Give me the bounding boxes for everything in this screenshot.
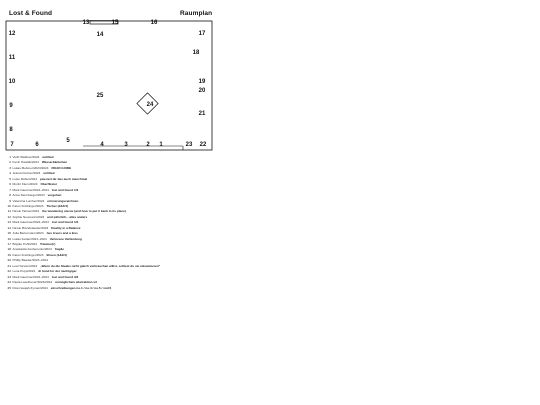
artwork-artist: Moritz Klenn/2024 <box>12 182 38 187</box>
artwork-artist: Nicole Tabner/2024 <box>12 209 40 214</box>
artwork-number: 17 <box>7 242 11 246</box>
artwork-number: 3 <box>9 165 11 170</box>
artwork-title: Träumer(r) <box>39 242 56 246</box>
artwork-artist: Sophie Neumann/2023 <box>12 214 45 219</box>
location-12: 12 <box>8 31 16 37</box>
location-13: 13 <box>82 20 90 26</box>
artwork-artist: Karen Knöbinger/2023 <box>12 252 44 257</box>
artwork-artist: Valentina Lurcher/2024 <box>12 198 45 203</box>
artwork-title: the wandering uterus (and how to put it back in its place) <box>42 209 126 214</box>
artwork-number: 8 <box>9 193 11 198</box>
artwork-artist: Mark Gaertner/2022–2024 <box>12 220 49 225</box>
artwork-number: 5 <box>9 176 11 181</box>
artwork-number: 22 <box>7 269 11 274</box>
artwork-artist: Paula Laxelhuner/2023/2024 <box>12 280 53 285</box>
location-3: 3 <box>124 142 128 148</box>
artwork-number: 2 <box>9 160 11 165</box>
artwork-title: untitled <box>43 171 55 176</box>
artwork-artist: Mark Gaertner/2022–2024 <box>12 187 49 192</box>
artwork-title: einschreibungen no.1 / no.4 / no.5 / vnd.5 <box>50 285 112 290</box>
artwork-title: Ehsen (1&2/4) <box>46 252 67 257</box>
location-5: 5 <box>66 138 70 144</box>
location-20: 20 <box>198 88 206 94</box>
location-8: 8 <box>9 127 13 133</box>
artwork-artist: Brigitte Pohl/2024 <box>12 242 37 246</box>
location-23: 23 <box>185 142 193 148</box>
artwork-artist: Julia Bertermann/2024 <box>12 231 44 236</box>
artwork-title: Wasserbänkchen <box>41 160 68 165</box>
artwork-artist: Mark Gaertner/2022–2024 <box>12 274 49 279</box>
artwork-list-item <box>7 286 327 291</box>
artwork-title: untitled <box>42 155 54 159</box>
location-10: 10 <box>8 79 16 85</box>
artwork-title: Oberflüster <box>40 182 58 187</box>
artwork-number: 23 <box>7 274 11 279</box>
artwork-title: two lovers and a kiss <box>46 231 78 236</box>
location-16: 16 <box>150 20 158 26</box>
location-9: 9 <box>9 103 13 109</box>
artwork-artist: Lukas Felder/2021–2024 <box>12 236 47 241</box>
artwork-title: und plötzlich…alles anders <box>47 214 88 219</box>
artwork-number: 12 <box>7 214 11 219</box>
artwork-number: 13 <box>7 220 11 225</box>
location-2: 2 <box>146 142 150 148</box>
artwork-title: passiert dir das auch manchmal <box>39 176 88 181</box>
artwork-artist: Kiran kaujah Zyman/2024 <box>12 285 48 290</box>
artwork-title: erinnerungszeichnen <box>47 198 79 203</box>
artwork-number: 9 <box>9 198 11 203</box>
location-15: 15 <box>111 20 119 26</box>
artwork-title: „Wenn du die Steaks nicht gleich verbrauchen willst, solltest du sie rakuumieren" <box>40 263 161 268</box>
floor-plan <box>5 20 213 152</box>
artwork-number: 24 <box>7 280 11 285</box>
location-4: 4 <box>100 142 104 148</box>
artwork-artist: Veith Waldner/2024 <box>12 155 40 159</box>
artwork-artist: Anna Sternberger/2023 <box>12 193 45 198</box>
artwork-number: 6 <box>9 182 11 187</box>
artwork-artist: Karen Knöbinger/2023 <box>12 203 44 208</box>
artwork-artist: Phillip Baader/2023–2024 <box>12 258 48 263</box>
artwork-number: 11 <box>7 209 11 214</box>
location-22: 22 <box>199 142 207 148</box>
artwork-number: 7 <box>9 187 11 192</box>
location-19: 19 <box>198 79 206 85</box>
location-17: 17 <box>198 31 206 37</box>
location-11: 11 <box>8 55 16 61</box>
artwork-artist: Lea Horsten/2024 <box>12 263 38 268</box>
location-1: 1 <box>159 142 163 148</box>
artwork-title: Tücher (2&4/4) <box>46 203 68 208</box>
artwork-number: 4 <box>9 171 11 176</box>
location-6: 6 <box>35 142 39 148</box>
artwork-title: unmöglicheis abstraktion v3 <box>55 280 97 285</box>
plan-title: Raumplan <box>180 10 213 17</box>
artwork-artist: Anastasiia Fesherenko/2024 <box>12 247 52 252</box>
artwork-number: 16 <box>7 236 11 241</box>
artwork-title: ROAD GUIDE <box>51 165 72 170</box>
artwork-artist: Jelena Fischer/2024 <box>12 171 41 176</box>
artwork-number: 14 <box>7 225 11 230</box>
artwork-artist: Lena Popp/2024 <box>12 269 36 274</box>
artwork-number: 21 <box>7 263 11 268</box>
floor-plan-outline <box>5 20 213 152</box>
artwork-number: 19 <box>7 252 11 257</box>
artwork-number: 20 <box>7 258 11 263</box>
location-7: 7 <box>10 142 14 148</box>
artwork-artist: Nicole Brandstaetter/2024 <box>12 225 49 230</box>
artwork-title: Verlorene Verbindung <box>49 236 82 241</box>
artwork-number: 18 <box>7 247 11 252</box>
location-21: 21 <box>198 111 206 117</box>
location-24: 24 <box>146 102 154 108</box>
artwork-number: 25 <box>7 285 11 290</box>
artwork-number: 15 <box>7 231 11 236</box>
artwork-title: lost and found 1/3 <box>51 187 79 192</box>
location-14: 14 <box>96 32 104 38</box>
exhibition-title: Lost & Found <box>9 10 53 17</box>
location-18: 18 <box>192 50 200 56</box>
artwork-title: fragile <box>54 247 65 252</box>
artwork-title: vergehen <box>47 193 62 198</box>
artwork-title: di hond for der nachtgiger <box>38 269 77 274</box>
artwork-title: Duality in a Balance <box>51 225 81 230</box>
artwork-title: lost and found 3/3 <box>51 274 79 279</box>
artwork-number: 1 <box>9 155 11 159</box>
artwork-artist: Luise Röber/2024 <box>12 176 37 181</box>
artwork-list <box>7 155 327 291</box>
artwork-artist: Lukas Mebmer/2023/2024 <box>12 165 49 170</box>
artwork-artist: Kevin Pawlak/2024 <box>12 160 39 165</box>
artwork-number: 10 <box>7 203 11 208</box>
location-25: 25 <box>96 93 104 99</box>
artwork-title: lost and found 1/3 <box>51 220 79 225</box>
